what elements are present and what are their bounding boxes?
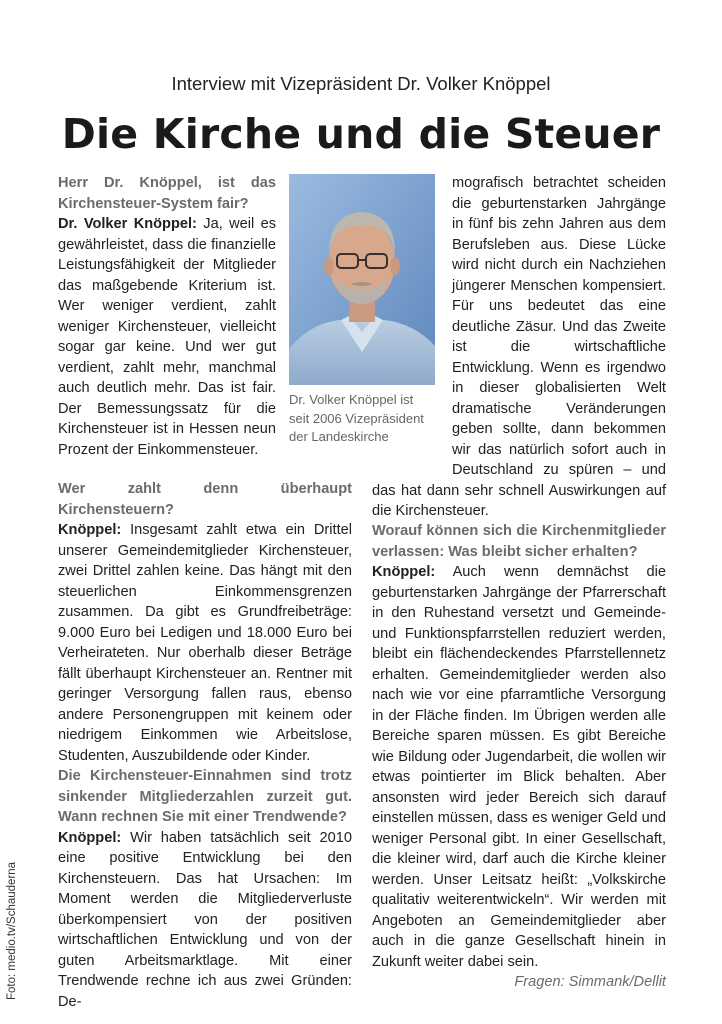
photo-caption-line: der Landeskirche (289, 429, 389, 444)
photo-credit: Foto: medio.tv/Schauderna (6, 861, 18, 1000)
speaker-label: Knöppel: (58, 829, 122, 846)
question-2: Wer zahlt denn überhaupt Kirchensteuern? (58, 481, 352, 518)
interview-block-4 (372, 521, 666, 993)
photo-caption-line: Dr. Volker Knöppel ist (289, 392, 414, 407)
answer-3-continued: mografisch betrachtet scheiden die geburtenstarken Jahrgänge in fünf bis zehn Jahren aus dem Berufsleben aus. Diese Lücke wird nicht durch ein Nachziehen jüngerer Menschen kompensiert. Für uns bedeutet das eine deutliche Zäsur. Und das Zweite ist die wirtschaftliche Entwicklung. Wenn es irgendwo in dieser globalisierten Welt dramatische Veränderungen geben sollte, dann bekommen wir das natürlich sofort auch in Deutschland zu spüren – und das hat dann sehr schnell Auswirkungen auf die Kirchensteuer. (372, 175, 666, 519)
photo-caption-line: seit 2006 Vizepräsident (289, 410, 424, 426)
answer-2: Insgesamt zahlt etwa ein Drittel unserer Gemeindemitglieder Kirchensteuer, zwei Drittel zahlen keine. Das hängt mit den steuerlichen Einkommensgrenzen zusammen. Da gibt es Grundfreibeträge: 9.000 Euro bei Ledigen und 18.000 Euro bei Verheirateten. Nur oberhalb dieser Beträge fällt überhaupt Kirchensteuer an. Rentner mit geringer Versorgung fallen raus, ebenso andere Personengruppen mit keinem oder niedrigem Einkommen wie Arbeitslose, Studenten, Auszubildende oder Kinder. (58, 522, 352, 764)
article-kicker: Interview mit Vizepräsident Dr. Volker Knöppel (171, 73, 551, 94)
answer-3: Wir haben tatsächlich seit 2010 eine positive Entwicklung bei den Kirchensteuern. Das hat Ursachen: Im Moment werden die Mitgliederverluste überkompensiert von der positiven wirtschaftlichen Entwicklung und von der guten Arbeitsmarktlage. Mit einer Trendwende rechne ich aus zwei Gründen: De- (58, 829, 352, 1010)
interview-block-3-continued (372, 173, 666, 522)
interview-block-3 (58, 766, 352, 1012)
interview-block-2 (58, 479, 352, 766)
interviewer-signature: Fragen: Simmank/Dellit (514, 974, 666, 990)
photo-wrap-spacer (372, 173, 452, 461)
question-3: Die Kirchensteuer-Einnahmen sind trotz sinkender Mitgliederzahlen zurzeit gut. Wann rechnen Sie mit einer Trendwende? (58, 768, 352, 825)
speaker-label: Knöppel: (58, 522, 122, 538)
answer-4: Auch wenn demnächst die geburtenstarken Jahrgänge der Pfarrerschaft in den Ruhestand versetzt und Gemeinde- und Funktionspfarrstellen reduziert werden, bleibt ein flächendeckendes Pfarrstellennetz erhalten. Gemeindemitglieder werden also nach wie vor eine pfarramtliche Versorgung in der Fläche finden. Im Übrigen werden alle Bereiche sparen müssen. Es gibt Bereiche wie Bildung oder Jugendarbeit, die wollen wir etwas pointierter im Blick behalten. Aber ansonsten wird jeder Bereich sich darauf einstellen müssen, dass es weniger Geld und weniger Personal gibt. In einer Gesellschaft, die kleiner wird, darf auch die Kirche kleiner werden. Unser Leitsatz heißt: „Volkskirche qualitativ weiterentwickeln“. Wir werden mit Angeboten an Gemeindemitglieder aber auch in die ganze Gesellschaft hinein in Zukunft weiter dabei sein. (372, 564, 667, 970)
interview-block-1 (58, 173, 276, 460)
speaker-label: Knöppel: (372, 564, 436, 580)
answer-1: Ja, weil es gewährleistet, dass die finanzielle Leistungsfähigkeit der Mitglieder das maßgebende Kriterium ist. Wer weniger verdient, zahlt weniger Kirchensteuer, vielleicht sogar gar keine. Und wer gut verdient, zahlt mehr, manchmal auch deutlich mehr. Das ist fair. Der Bemessungssatz für die Kirchensteuer ist in Hessen neun Prozent der Einkommensteuer. (58, 216, 276, 458)
question-1: Herr Dr. Knöppel, ist das Kirchensteuer-System fair? (58, 175, 276, 212)
article-title: Die Kirche und die Steuer (61, 110, 661, 158)
question-4: Worauf können sich die Kirchenmitglieder verlassen: Was bleibt sicher erhalten? (372, 523, 666, 560)
speaker-label: Dr. Volker Knöppel: (58, 216, 197, 232)
